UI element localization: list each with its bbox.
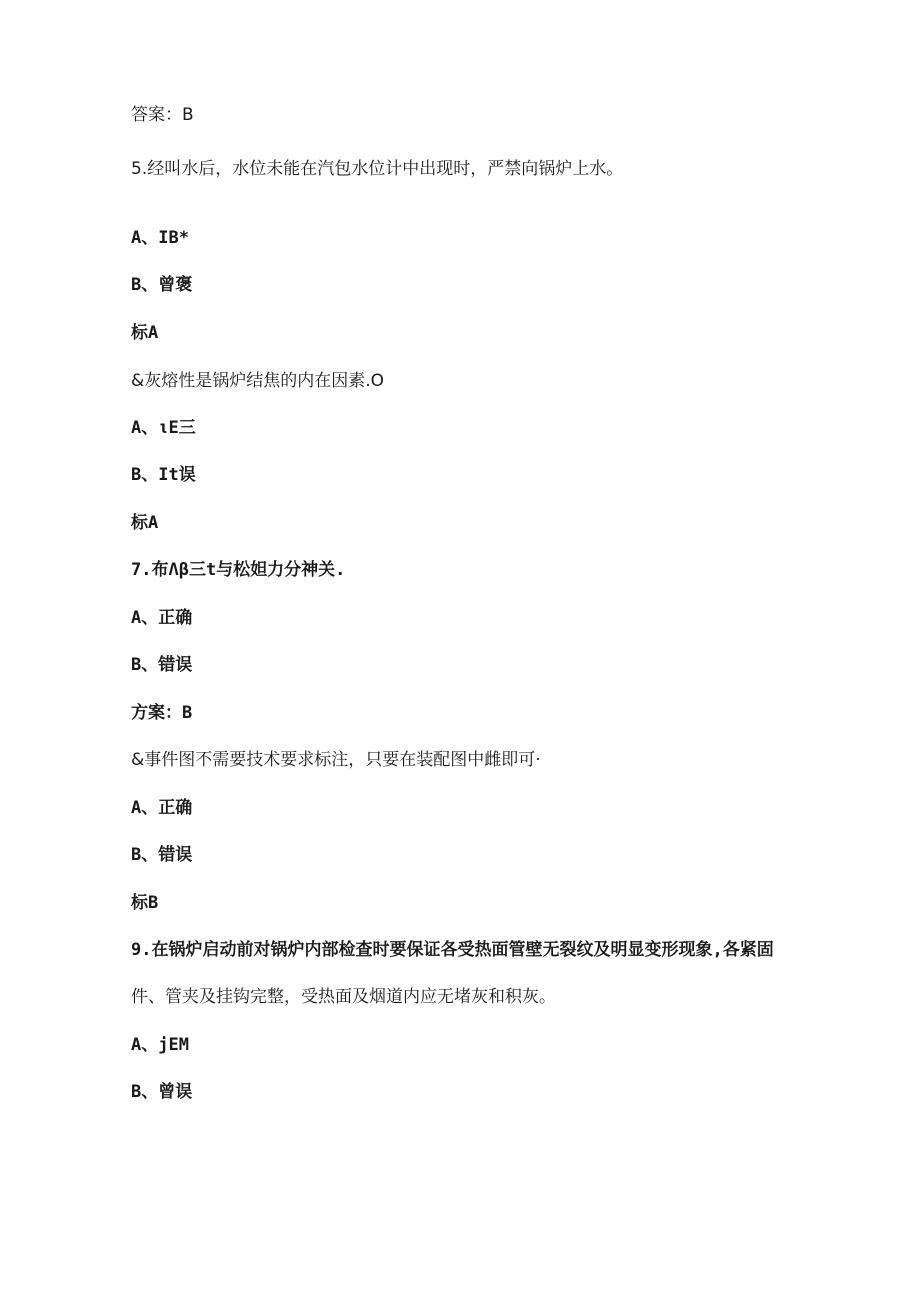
option-a: A、正确 — [131, 798, 193, 818]
question-text: 7.布Λβ三t与松妲力分神关. — [131, 560, 346, 580]
option-a: A、IB* — [131, 228, 189, 248]
option-a: A、ιE三 — [131, 418, 196, 438]
answer-line: 方案：B — [131, 703, 193, 723]
option-b: B、曾误 — [131, 1082, 193, 1102]
question-text: 5.经叫水后，水位未能在汽包水位计中出现时，严禁向锅炉上水。 — [131, 159, 624, 179]
answer-line: 答案：B — [131, 105, 194, 125]
answer-line: 标A — [131, 323, 159, 343]
question-text: &事件图不需要技术要求标注，只要在装配图中雌即可· — [131, 750, 541, 770]
option-a: A、正确 — [131, 608, 193, 628]
option-b: B、错误 — [131, 845, 193, 865]
answer-line: 标B — [131, 893, 159, 913]
option-b: B、曾褒 — [131, 275, 193, 295]
question-text: 9.在锅炉启动前对锅炉内部检查时要保证各受热面管壁无裂纹及明显变形现象,各紧固 — [131, 940, 774, 960]
option-b: B、It误 — [131, 465, 196, 485]
question-text: &灰熔性是锅炉结焦的内在因素.O — [131, 371, 385, 391]
answer-line: 标A — [131, 513, 159, 533]
option-b: B、错误 — [131, 655, 193, 675]
option-a: A、jEM — [131, 1035, 189, 1055]
question-text-continued: 件、管夹及挂钩完整，受热面及烟道内应无堵灰和积灰。 — [131, 987, 556, 1007]
